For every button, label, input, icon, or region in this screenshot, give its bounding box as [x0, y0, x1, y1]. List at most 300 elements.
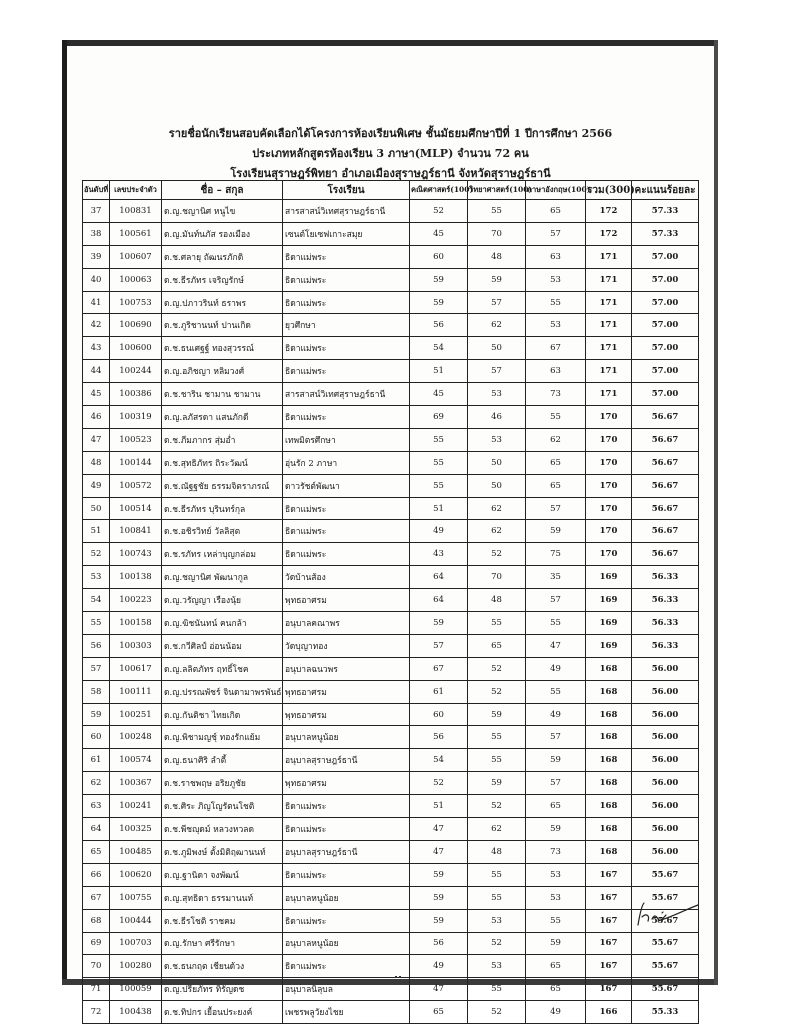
header-name: ชื่อ – สกุล	[162, 181, 283, 200]
math-score-cell: 59	[410, 268, 468, 291]
id-cell: 100158	[110, 612, 162, 635]
math-score-cell: 67	[410, 657, 468, 680]
percent-cell: 57.00	[632, 383, 699, 406]
math-score-cell: 55	[410, 474, 468, 497]
id-cell: 100444	[110, 909, 162, 932]
english-score-cell: 67	[526, 337, 586, 360]
name-cell: ด.ช.ธีรภัทร เจริญรักษ์	[162, 268, 283, 291]
table-row	[83, 451, 699, 474]
science-score-cell: 62	[468, 520, 526, 543]
name-cell: ด.ช.ศิระ ภิญโญรัตนโชติ	[162, 795, 283, 818]
english-score-cell: 57	[526, 772, 586, 795]
table-row	[83, 520, 699, 543]
id-cell: 100617	[110, 657, 162, 680]
percent-cell: 56.67	[632, 406, 699, 429]
school-cell: ธิดาแม่พระ	[283, 337, 410, 360]
school-cell: พุทธอาศรม	[283, 703, 410, 726]
percent-cell: 56.33	[632, 566, 699, 589]
total-score-cell: 170	[586, 474, 632, 497]
id-cell: 100574	[110, 749, 162, 772]
math-score-cell: 47	[410, 840, 468, 863]
percent-cell: 56.00	[632, 749, 699, 772]
science-score-cell: 50	[468, 451, 526, 474]
table-row	[83, 772, 699, 795]
science-score-cell: 52	[468, 932, 526, 955]
math-score-cell: 60	[410, 703, 468, 726]
science-score-cell: 70	[468, 566, 526, 589]
english-score-cell: 49	[526, 1001, 586, 1024]
school-cell: ธิดาแม่พระ	[283, 909, 410, 932]
rank-cell: 47	[83, 428, 110, 451]
english-score-cell: 57	[526, 497, 586, 520]
id-cell: 100059	[110, 978, 162, 1001]
rank-cell: 70	[83, 955, 110, 978]
total-score-cell: 167	[586, 955, 632, 978]
math-score-cell: 49	[410, 955, 468, 978]
english-score-cell: 53	[526, 314, 586, 337]
math-score-cell: 55	[410, 451, 468, 474]
header-rank: อันดับที่	[83, 181, 110, 200]
science-score-cell: 55	[468, 726, 526, 749]
rank-cell: 49	[83, 474, 110, 497]
science-score-cell: 48	[468, 589, 526, 612]
science-score-cell: 59	[468, 268, 526, 291]
table-row	[83, 749, 699, 772]
percent-cell: 57.00	[632, 268, 699, 291]
id-cell: 100325	[110, 818, 162, 841]
english-score-cell: 59	[526, 749, 586, 772]
math-score-cell: 47	[410, 818, 468, 841]
school-cell: ธิดาแม่พระ	[283, 955, 410, 978]
rank-cell: 60	[83, 726, 110, 749]
id-cell: 100831	[110, 200, 162, 223]
table-row	[83, 634, 699, 657]
total-score-cell: 167	[586, 886, 632, 909]
school-cell: อนุบาลคณาพร	[283, 612, 410, 635]
table-row	[83, 589, 699, 612]
science-score-cell: 52	[468, 1001, 526, 1024]
id-cell: 100241	[110, 795, 162, 818]
name-cell: ด.ญ.ธนาศิริ ลำตี้	[162, 749, 283, 772]
header-school: โรงเรียน	[283, 181, 410, 200]
english-score-cell: 65	[526, 451, 586, 474]
science-score-cell: 52	[468, 543, 526, 566]
name-cell: ด.ญ.รักษา ศรีรักษา	[162, 932, 283, 955]
percent-cell: 56.67	[632, 451, 699, 474]
science-score-cell: 62	[468, 497, 526, 520]
total-score-cell: 168	[586, 657, 632, 680]
science-score-cell: 46	[468, 406, 526, 429]
name-cell: ด.ช.ทิปกร เยื้อนประยงค์	[162, 1001, 283, 1024]
science-score-cell: 59	[468, 703, 526, 726]
percent-cell: 56.67	[632, 543, 699, 566]
school-cell: วัดบ้านส้อง	[283, 566, 410, 589]
rank-cell: 65	[83, 840, 110, 863]
school-cell: สารสาสน์วิเทศสุราษฎร์ธานี	[283, 200, 410, 223]
science-score-cell: 57	[468, 360, 526, 383]
title-line-2: ประเภทหลักสูตรห้องเรียน 3 ภาษา(MLP) จำนวน 72 คน	[252, 147, 529, 160]
table-row	[83, 726, 699, 749]
school-cell: ยุวศึกษา	[283, 314, 410, 337]
total-score-cell: 168	[586, 749, 632, 772]
percent-cell: 55.33	[632, 1001, 699, 1024]
table-row	[83, 932, 699, 955]
science-score-cell: 53	[468, 383, 526, 406]
name-cell: ด.ช.พีชญุดม์ หลวงหวลด	[162, 818, 283, 841]
student-score-table	[82, 180, 699, 1024]
science-score-cell: 52	[468, 795, 526, 818]
percent-cell: 55.67	[632, 909, 699, 932]
math-score-cell: 59	[410, 886, 468, 909]
school-cell: พุทธอาศรม	[283, 772, 410, 795]
name-cell: ด.ช.ภีมภากร สุ่มอ่ำ	[162, 428, 283, 451]
table-row	[83, 406, 699, 429]
name-cell: ด.ช.รภัทร เหล่าบุญกล่อม	[162, 543, 283, 566]
math-score-cell: 56	[410, 726, 468, 749]
total-score-cell: 170	[586, 428, 632, 451]
total-score-cell: 169	[586, 612, 632, 635]
rank-cell: 59	[83, 703, 110, 726]
english-score-cell: 55	[526, 406, 586, 429]
table-row	[83, 909, 699, 932]
total-score-cell: 167	[586, 978, 632, 1001]
rank-cell: 57	[83, 657, 110, 680]
percent-cell: 56.67	[632, 520, 699, 543]
rank-cell: 63	[83, 795, 110, 818]
rank-cell: 71	[83, 978, 110, 1001]
total-score-cell: 171	[586, 268, 632, 291]
table-row	[83, 978, 699, 1001]
id-cell: 100138	[110, 566, 162, 589]
total-score-cell: 169	[586, 566, 632, 589]
id-cell: 100144	[110, 451, 162, 474]
science-score-cell: 62	[468, 818, 526, 841]
math-score-cell: 45	[410, 222, 468, 245]
math-score-cell: 59	[410, 612, 468, 635]
english-score-cell: 55	[526, 680, 586, 703]
percent-cell: 56.00	[632, 726, 699, 749]
total-score-cell: 167	[586, 932, 632, 955]
english-score-cell: 75	[526, 543, 586, 566]
total-score-cell: 167	[586, 909, 632, 932]
percent-cell: 56.33	[632, 589, 699, 612]
name-cell: ด.ญ.พิชามญชุ์ ทองรักแย้ม	[162, 726, 283, 749]
science-score-cell: 55	[468, 612, 526, 635]
percent-cell: 55.67	[632, 955, 699, 978]
science-score-cell: 48	[468, 840, 526, 863]
total-score-cell: 168	[586, 795, 632, 818]
total-score-cell: 168	[586, 818, 632, 841]
school-cell: เทพมิตรศึกษา	[283, 428, 410, 451]
math-score-cell: 49	[410, 520, 468, 543]
english-score-cell: 65	[526, 200, 586, 223]
table-row	[83, 428, 699, 451]
table-row	[83, 657, 699, 680]
math-score-cell: 54	[410, 337, 468, 360]
total-score-cell: 172	[586, 200, 632, 223]
school-cell: อนุบาลฉนวพร	[283, 657, 410, 680]
english-score-cell: 55	[526, 291, 586, 314]
table-row	[83, 886, 699, 909]
math-score-cell: 54	[410, 749, 468, 772]
school-cell: พุทธอาศรม	[283, 589, 410, 612]
math-score-cell: 64	[410, 589, 468, 612]
title-line-3: โรงเรียนสุราษฎร์พิทยา อำเภอเมืองสุราษฎร์ธานี จังหวัดสุราษฎร์ธานี	[230, 167, 551, 180]
name-cell: ด.ญ.ชญานิศ พัฒนากูล	[162, 566, 283, 589]
name-cell: ด.ญ.ปรียภัทร ทิรัญดช	[162, 978, 283, 1001]
rank-cell: 64	[83, 818, 110, 841]
english-score-cell: 53	[526, 863, 586, 886]
table-row	[83, 680, 699, 703]
table-row	[83, 245, 699, 268]
id-cell: 100841	[110, 520, 162, 543]
id-cell: 100514	[110, 497, 162, 520]
school-cell: อุ่นรัก 2 ภาษา	[283, 451, 410, 474]
rank-cell: 72	[83, 1001, 110, 1024]
math-score-cell: 59	[410, 909, 468, 932]
percent-cell: 57.33	[632, 222, 699, 245]
total-score-cell: 166	[586, 1001, 632, 1024]
table-row	[83, 314, 699, 337]
school-cell: ธิดาแม่พระ	[283, 406, 410, 429]
math-score-cell: 65	[410, 1001, 468, 1024]
table-row	[83, 818, 699, 841]
rank-cell: 52	[83, 543, 110, 566]
id-cell: 100743	[110, 543, 162, 566]
table-row	[83, 863, 699, 886]
table-row	[83, 1001, 699, 1024]
science-score-cell: 70	[468, 222, 526, 245]
english-score-cell: 57	[526, 222, 586, 245]
percent-cell: 56.67	[632, 474, 699, 497]
science-score-cell: 55	[468, 863, 526, 886]
science-score-cell: 52	[468, 657, 526, 680]
math-score-cell: 64	[410, 566, 468, 589]
percent-cell: 56.33	[632, 634, 699, 657]
rank-cell: 38	[83, 222, 110, 245]
english-score-cell: 57	[526, 589, 586, 612]
school-cell: อนุบาลหนูน้อย	[283, 726, 410, 749]
header-science: วิทยาศาสตร์(100)	[468, 181, 526, 200]
science-score-cell: 53	[468, 955, 526, 978]
percent-cell: 56.00	[632, 840, 699, 863]
total-score-cell: 167	[586, 863, 632, 886]
name-cell: ด.ช.ชาริน ชามาน ชามาน	[162, 383, 283, 406]
id-cell: 100319	[110, 406, 162, 429]
name-cell: ด.ญ.ลภัสรดา แสนภักดี	[162, 406, 283, 429]
math-score-cell: 52	[410, 200, 468, 223]
english-score-cell: 49	[526, 657, 586, 680]
table-row	[83, 268, 699, 291]
school-cell: ดาวรัชต์พัฒนา	[283, 474, 410, 497]
rank-cell: 44	[83, 360, 110, 383]
name-cell: ด.ญ.ปภาวรินท์ ธราพร	[162, 291, 283, 314]
total-score-cell: 170	[586, 406, 632, 429]
rank-cell: 51	[83, 520, 110, 543]
name-cell: ด.ญ.อภิชญา หลิมวงศ์	[162, 360, 283, 383]
id-cell: 100523	[110, 428, 162, 451]
math-score-cell: 45	[410, 383, 468, 406]
rank-cell: 58	[83, 680, 110, 703]
school-cell: ธิดาแม่พระ	[283, 245, 410, 268]
rank-cell: 68	[83, 909, 110, 932]
name-cell: ด.ญ.ฐานิดา จงพัฒน์	[162, 863, 283, 886]
english-score-cell: 65	[526, 978, 586, 1001]
science-score-cell: 53	[468, 428, 526, 451]
total-score-cell: 169	[586, 589, 632, 612]
science-score-cell: 65	[468, 634, 526, 657]
title-line-1: รายชื่อนักเรียนสอบคัดเลือกได้โครงการห้องเรียนพิเศษ ชั้นมัธยมศึกษาปีที่ 1 ปีการศึกษา 2566	[168, 127, 613, 140]
id-cell: 100753	[110, 291, 162, 314]
total-score-cell: 170	[586, 451, 632, 474]
rank-cell: 46	[83, 406, 110, 429]
school-cell: เพชรพลูวัยงไชย	[283, 1001, 410, 1024]
document-title-block	[67, 124, 714, 184]
id-cell: 100244	[110, 360, 162, 383]
school-cell: ธิดาแม่พระ	[283, 291, 410, 314]
math-score-cell: 61	[410, 680, 468, 703]
science-score-cell: 57	[468, 291, 526, 314]
percent-cell: 56.00	[632, 703, 699, 726]
rank-cell: 55	[83, 612, 110, 635]
table-row	[83, 291, 699, 314]
total-score-cell: 168	[586, 703, 632, 726]
id-cell: 100251	[110, 703, 162, 726]
percent-cell: 56.00	[632, 680, 699, 703]
total-score-cell: 170	[586, 497, 632, 520]
rank-cell: 69	[83, 932, 110, 955]
math-score-cell: 56	[410, 932, 468, 955]
english-score-cell: 65	[526, 955, 586, 978]
science-score-cell: 55	[468, 200, 526, 223]
percent-cell: 56.33	[632, 612, 699, 635]
rank-cell: 53	[83, 566, 110, 589]
table-row	[83, 222, 699, 245]
rank-cell: 40	[83, 268, 110, 291]
math-score-cell: 47	[410, 978, 468, 1001]
english-score-cell: 47	[526, 634, 586, 657]
name-cell: ด.ช.สุทธิภัทร ถิระวัฒน์	[162, 451, 283, 474]
table-row	[83, 360, 699, 383]
english-score-cell: 53	[526, 886, 586, 909]
total-score-cell: 169	[586, 634, 632, 657]
total-score-cell: 171	[586, 360, 632, 383]
name-cell: ด.ญ.วรัญญา เรืองนุ้ย	[162, 589, 283, 612]
rank-cell: 61	[83, 749, 110, 772]
school-cell: ธิดาแม่พระ	[283, 497, 410, 520]
id-cell: 100223	[110, 589, 162, 612]
total-score-cell: 168	[586, 680, 632, 703]
english-score-cell: 65	[526, 474, 586, 497]
english-score-cell: 53	[526, 268, 586, 291]
english-score-cell: 65	[526, 795, 586, 818]
name-cell: ด.ช.ธนกฤต เชียนด้วง	[162, 955, 283, 978]
total-score-cell: 168	[586, 726, 632, 749]
science-score-cell: 53	[468, 909, 526, 932]
id-cell: 100248	[110, 726, 162, 749]
table-body	[83, 200, 699, 1024]
name-cell: ด.ช.ภูริชานนท์ ปานเกิด	[162, 314, 283, 337]
id-cell: 100620	[110, 863, 162, 886]
math-score-cell: 51	[410, 497, 468, 520]
name-cell: ด.ช.ธนเศฐฐ์ ทองสุวรรณ์	[162, 337, 283, 360]
total-score-cell: 170	[586, 543, 632, 566]
name-cell: ด.ช.ภูมิพงษ์ ตั้งมิติฤฒานนท์	[162, 840, 283, 863]
school-cell: ธิดาแม่พระ	[283, 268, 410, 291]
name-cell: ด.ญ.กันติชา ไทยเกิด	[162, 703, 283, 726]
percent-cell: 55.67	[632, 932, 699, 955]
total-score-cell: 172	[586, 222, 632, 245]
name-cell: ด.ช.กวีศิลป์ อ่อนน้อม	[162, 634, 283, 657]
english-score-cell: 62	[526, 428, 586, 451]
percent-cell: 56.00	[632, 818, 699, 841]
id-cell: 100280	[110, 955, 162, 978]
rank-cell: 37	[83, 200, 110, 223]
rank-cell: 48	[83, 451, 110, 474]
name-cell: ด.ช.ราชพฤษ อริยภูชัย	[162, 772, 283, 795]
math-score-cell: 55	[410, 428, 468, 451]
rank-cell: 41	[83, 291, 110, 314]
school-cell: อนุบาลสุราษฎร์ธานี	[283, 840, 410, 863]
math-score-cell: 57	[410, 634, 468, 657]
header-id: เลขประจำตัว	[110, 181, 162, 200]
rank-cell: 54	[83, 589, 110, 612]
id-cell: 100561	[110, 222, 162, 245]
english-score-cell: 57	[526, 726, 586, 749]
total-score-cell: 171	[586, 291, 632, 314]
name-cell: ด.ช.ณัฐฐชัย ธรรมจิตราภรณ์	[162, 474, 283, 497]
header-total: รวม(300)	[586, 181, 632, 200]
math-score-cell: 59	[410, 291, 468, 314]
rank-cell: 42	[83, 314, 110, 337]
percent-cell: 56.00	[632, 795, 699, 818]
english-score-cell: 49	[526, 703, 586, 726]
id-cell: 100572	[110, 474, 162, 497]
id-cell: 100438	[110, 1001, 162, 1024]
percent-cell: 57.00	[632, 245, 699, 268]
table-row	[83, 795, 699, 818]
page-mark	[395, 975, 405, 979]
name-cell: ด.ญ.มันท์นภัส รองเมือง	[162, 222, 283, 245]
science-score-cell: 59	[468, 772, 526, 795]
table-row	[83, 200, 699, 223]
percent-cell: 57.33	[632, 200, 699, 223]
rank-cell: 43	[83, 337, 110, 360]
school-cell: ธิดาแม่พระ	[283, 863, 410, 886]
percent-cell: 57.00	[632, 291, 699, 314]
english-score-cell: 63	[526, 360, 586, 383]
name-cell: ด.ญ.ลลิตภัทร ฤทธิ์โชค	[162, 657, 283, 680]
percent-cell: 55.67	[632, 978, 699, 1001]
rank-cell: 67	[83, 886, 110, 909]
total-score-cell: 171	[586, 337, 632, 360]
school-cell: ธิดาแม่พระ	[283, 360, 410, 383]
name-cell: ด.ญ.สุทธิดา ธรรมานนท์	[162, 886, 283, 909]
science-score-cell: 55	[468, 749, 526, 772]
rank-cell: 56	[83, 634, 110, 657]
id-cell: 100690	[110, 314, 162, 337]
table-row	[83, 612, 699, 635]
science-score-cell: 50	[468, 337, 526, 360]
math-score-cell: 56	[410, 314, 468, 337]
name-cell: ด.ญ.ฆิชนันทน์ คนกล้า	[162, 612, 283, 635]
science-score-cell: 50	[468, 474, 526, 497]
rank-cell: 62	[83, 772, 110, 795]
name-cell: ด.ช.ธีรภัทร บุรินทร์กุล	[162, 497, 283, 520]
table-row	[83, 337, 699, 360]
table-header-row	[83, 181, 699, 200]
id-cell: 100607	[110, 245, 162, 268]
